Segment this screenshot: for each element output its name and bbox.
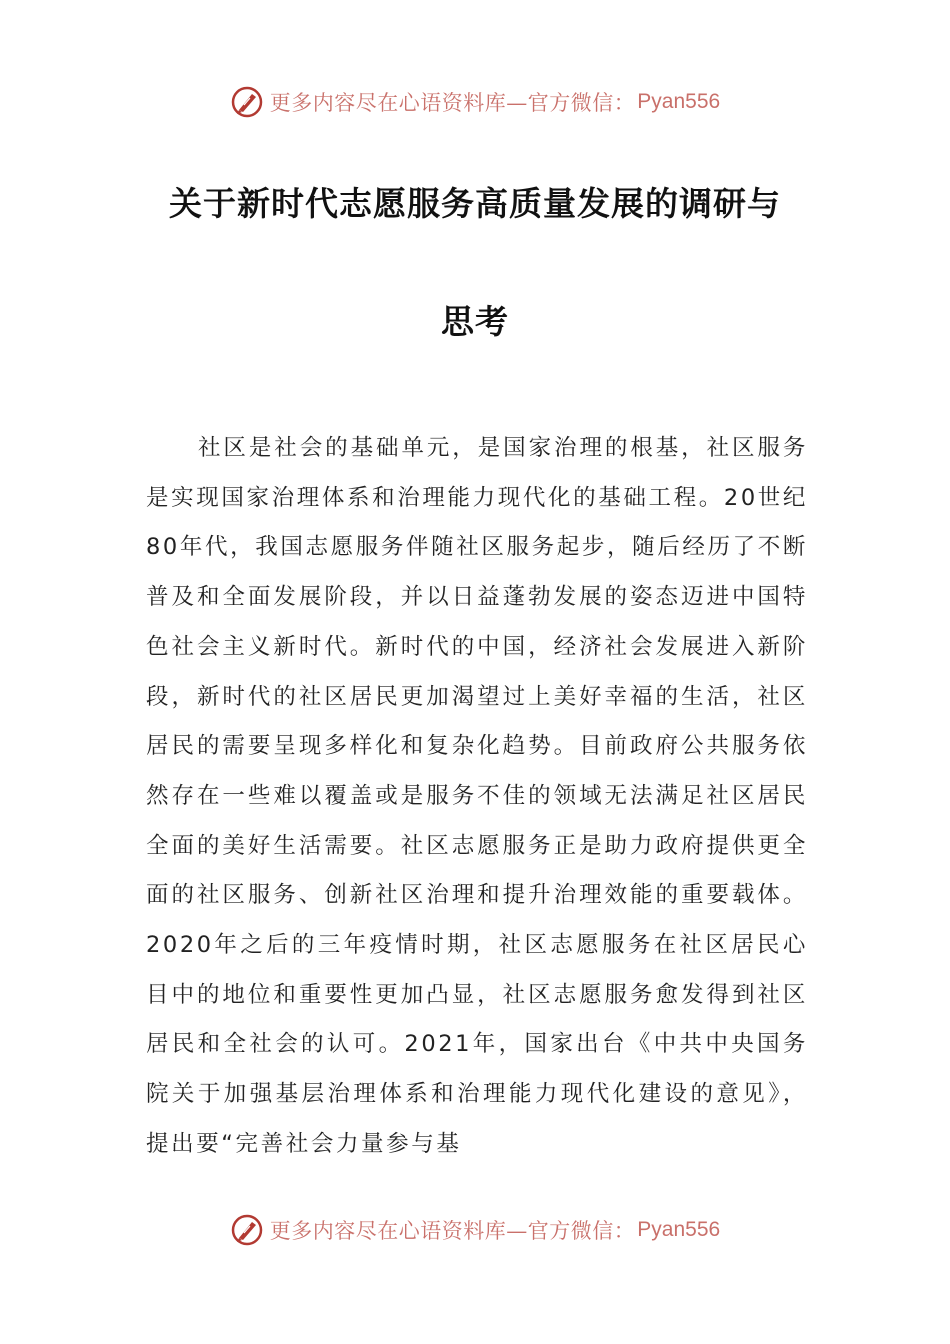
banner-text: 更多内容尽在心语资料库—官方微信： — [269, 1219, 636, 1243]
footer-banner — [0, 1210, 950, 1250]
banner-text: 更多内容尽在心语资料库—官方微信： — [269, 91, 636, 115]
banner-wechat-id: Pyan556 — [637, 1218, 721, 1241]
document-title-line-1: 关于新时代志愿服务高质量发展的调研与 — [169, 184, 781, 223]
document-title-line-2: 思考 — [441, 302, 509, 341]
pen-nib-logo-icon — [230, 85, 264, 119]
pen-nib-logo-icon — [230, 1213, 264, 1247]
banner-wechat-id: Pyan556 — [637, 90, 721, 113]
header-banner — [0, 82, 950, 122]
body-paragraph: 社区是社会的基础单元，是国家治理的根基，社区服务是实现国家治理体系和治理能力现代化的基础工程。20世纪80年代，我国志愿服务伴随社区服务起步，随后经历了不断普及和全面发展阶段，并以日益蓬勃发展的姿态迈进中国特色社会主义新时代。新时代的中国，经济社会发展进入新阶段，新时代的社区居民更加渴望过上美好幸福的生活，社区居民的需要呈现多样化和复杂化趋势。目前政府公共服务依然存在一些难以覆盖或是服务不佳的领域无法满足社区居民全面的美好生活需要。社区志愿服务正是助力政府提供更全面的社区服务、创新社区治理和提升治理效能的重要载体。2020年之后的三年疫情时期，社区志愿服务在社区居民心目中的地位和重要性更加凸显，社区志愿服务愈发得到社区居民和全社会的认可。2021年，国家出台《中共中央国务院关于加强基层治理体系和治理能力现代化建设的意见》，提出要“完善社会力量参与基 — [146, 435, 808, 1157]
